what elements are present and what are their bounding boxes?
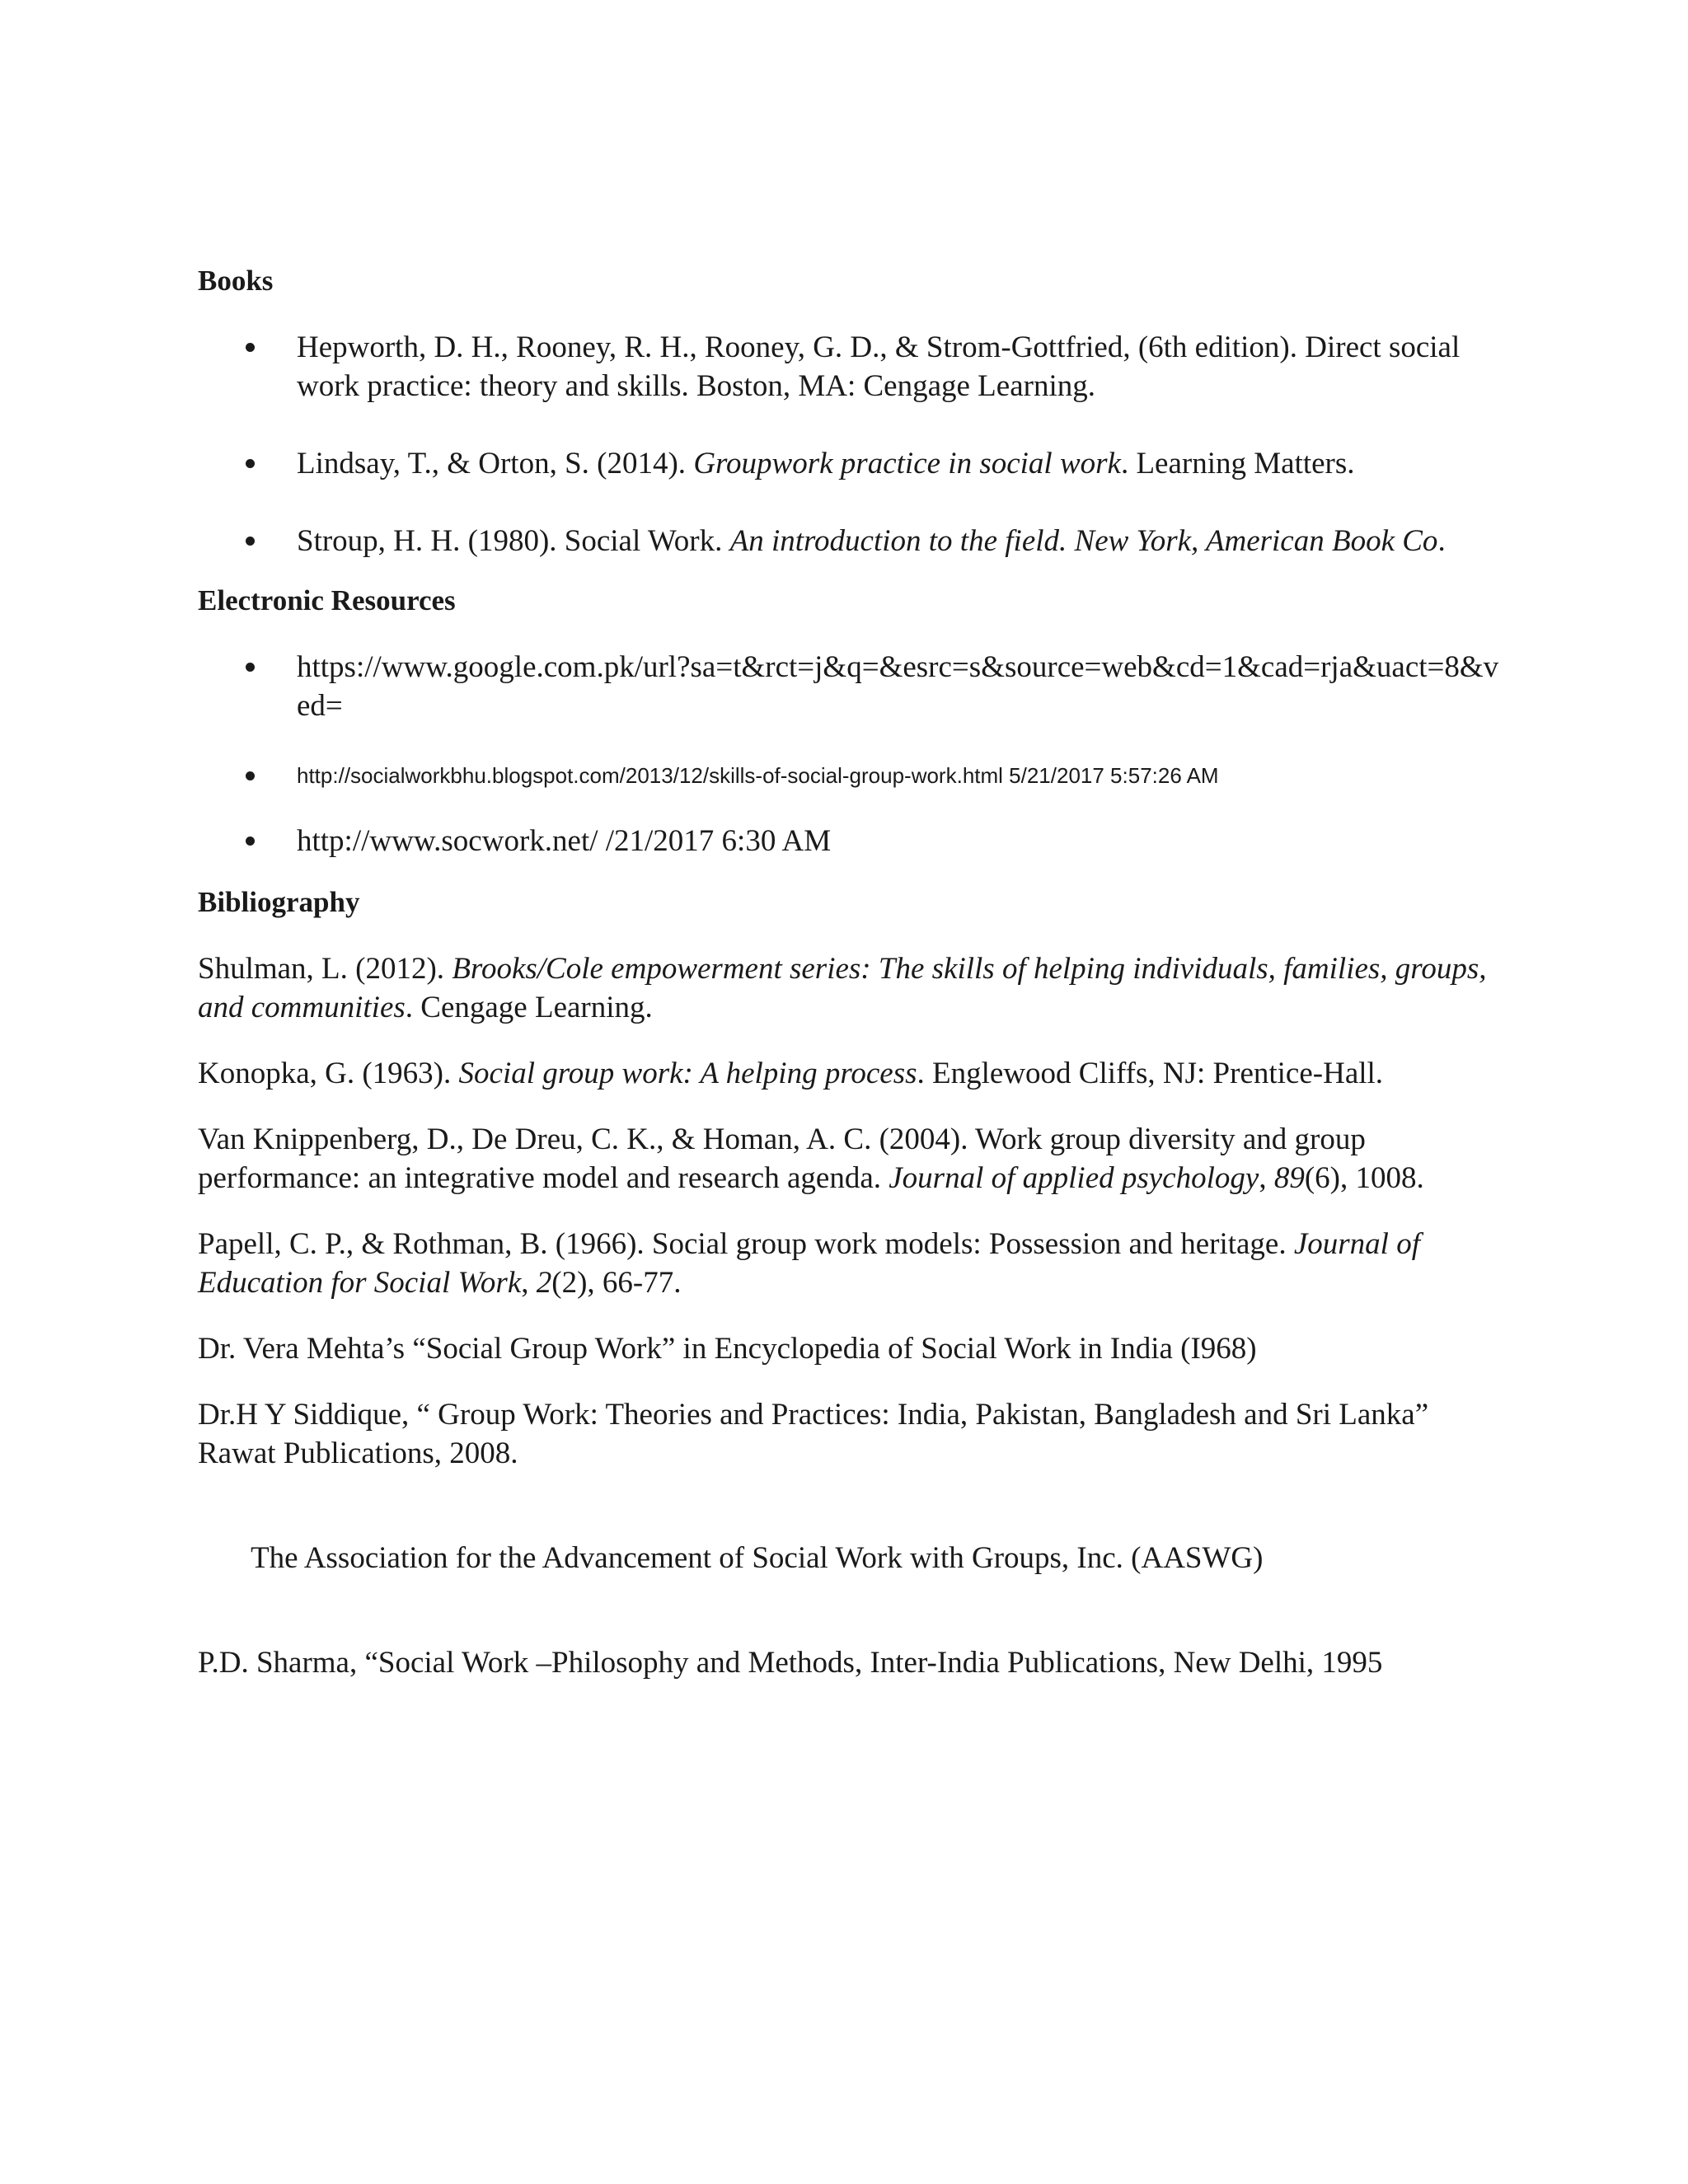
entry-title: Journal of applied psychology [889, 1161, 1259, 1195]
book-entry-title: An introduction to the field. New York, American Book Co [729, 524, 1438, 558]
entry-pre: Van Knippenberg, D., De Dreu, C. K., & Homan, A. C. (2004). Work group diversity and group performance: an integrative model and research agenda. [198, 1122, 1366, 1195]
book-entry-pre: Stroup, H. H. (1980). Social Work. [297, 524, 730, 558]
entry-post: . Englewood Cliffs, NJ: Prentice-Hall. [917, 1057, 1384, 1090]
books-heading: Books [198, 265, 274, 297]
bullet-icon [246, 837, 255, 846]
bibliography-entry [198, 1500, 1500, 1616]
book-entry-pre: Lindsay, T., & Orton, S. (2014). [297, 447, 694, 480]
electronic-resources-list [198, 648, 1500, 860]
bullet-icon [246, 771, 255, 780]
entry-title: Journal of Education for Social Work [198, 1227, 1420, 1300]
bibliography-entry [198, 1395, 1500, 1473]
list-item [198, 648, 1500, 725]
entry-post: . Cengage Learning. [405, 991, 653, 1024]
book-entry-post: . Learning Matters. [1120, 447, 1355, 480]
entry-mid: , [521, 1266, 537, 1300]
books-list [198, 328, 1500, 560]
bibliography-entry [198, 1054, 1500, 1093]
list-item [198, 822, 1500, 860]
list-item [198, 757, 1500, 795]
electronic-resources-heading: Electronic Resources [198, 584, 456, 616]
entry-text: Dr. Vera Mehta’s “Social Group Work” in Encyclopedia of Social Work in India (I968) [198, 1332, 1257, 1366]
list-item [198, 522, 1500, 560]
document-page [198, 262, 1500, 1682]
entry-pre: Shulman, L. (2012). [198, 952, 452, 986]
bibliography-list [198, 949, 1500, 1682]
bullet-icon [246, 343, 255, 352]
entry-volume: 2 [536, 1266, 552, 1300]
entry-post: (6), 1008. [1304, 1161, 1424, 1195]
entry-title: Social group work: A helping process [458, 1057, 917, 1090]
bibliography-entry [198, 1329, 1500, 1368]
bullet-icon [246, 459, 255, 468]
bullet-icon [246, 663, 255, 672]
list-item [198, 328, 1500, 405]
book-entry-text: Hepworth, D. H., Rooney, R. H., Rooney, G. D., & Strom-Gottfried, (6th edition). Direct social work practice: theory and skills. Boston, MA: Cengage Learning. [297, 330, 1461, 403]
book-entry-post: . [1437, 524, 1446, 558]
bibliography-entry [198, 949, 1500, 1027]
resource-link[interactable]: http://www.socwork.net/ /21/2017 6:30 AM [297, 824, 832, 858]
resource-link[interactable]: https://www.google.com.pk/url?sa=t&rct=j&q=&esrc=s&source=web&cd=1&cad=rja&uact=8&ved= [297, 650, 1499, 723]
entry-text: P.D. Sharma, “Social Work –Philosophy and Methods, Inter-India Publications, New Delhi, 1995 [198, 1646, 1383, 1680]
bibliography-entry [198, 1643, 1500, 1682]
book-entry-title: Groupwork practice in social work [693, 447, 1121, 480]
entry-volume: 89 [1273, 1161, 1305, 1195]
bibliography-entry [198, 1120, 1500, 1197]
bullet-icon [246, 537, 255, 546]
entry-post: (2), 66-77. [551, 1266, 682, 1300]
bibliography-heading: Bibliography [198, 886, 360, 918]
resource-link[interactable]: http://socialworkbhu.blogspot.com/2013/12/skills-of-social-group-work.html 5/21/2017 5:57:26 AM [297, 763, 1219, 788]
entry-mid: , [1259, 1161, 1274, 1195]
entry-title: Brooks/Cole empowerment series: The skills of helping individuals, families, groups, and communities [198, 952, 1487, 1024]
entry-pre: Konopka, G. (1963). [198, 1057, 459, 1090]
entry-text: Dr.H Y Siddique, “ Group Work: Theories and Practices: India, Pakistan, Bangladesh and Sri Lanka” Rawat Publications, 2008. [198, 1398, 1429, 1470]
entry-text: The Association for the Advancement of Social Work with Groups, Inc. (AASWG) [243, 1541, 1264, 1575]
bibliography-entry [198, 1225, 1500, 1302]
list-item [198, 444, 1500, 483]
entry-pre: Papell, C. P., & Rothman, B. (1966). Social group work models: Possession and heritage. [198, 1227, 1294, 1261]
